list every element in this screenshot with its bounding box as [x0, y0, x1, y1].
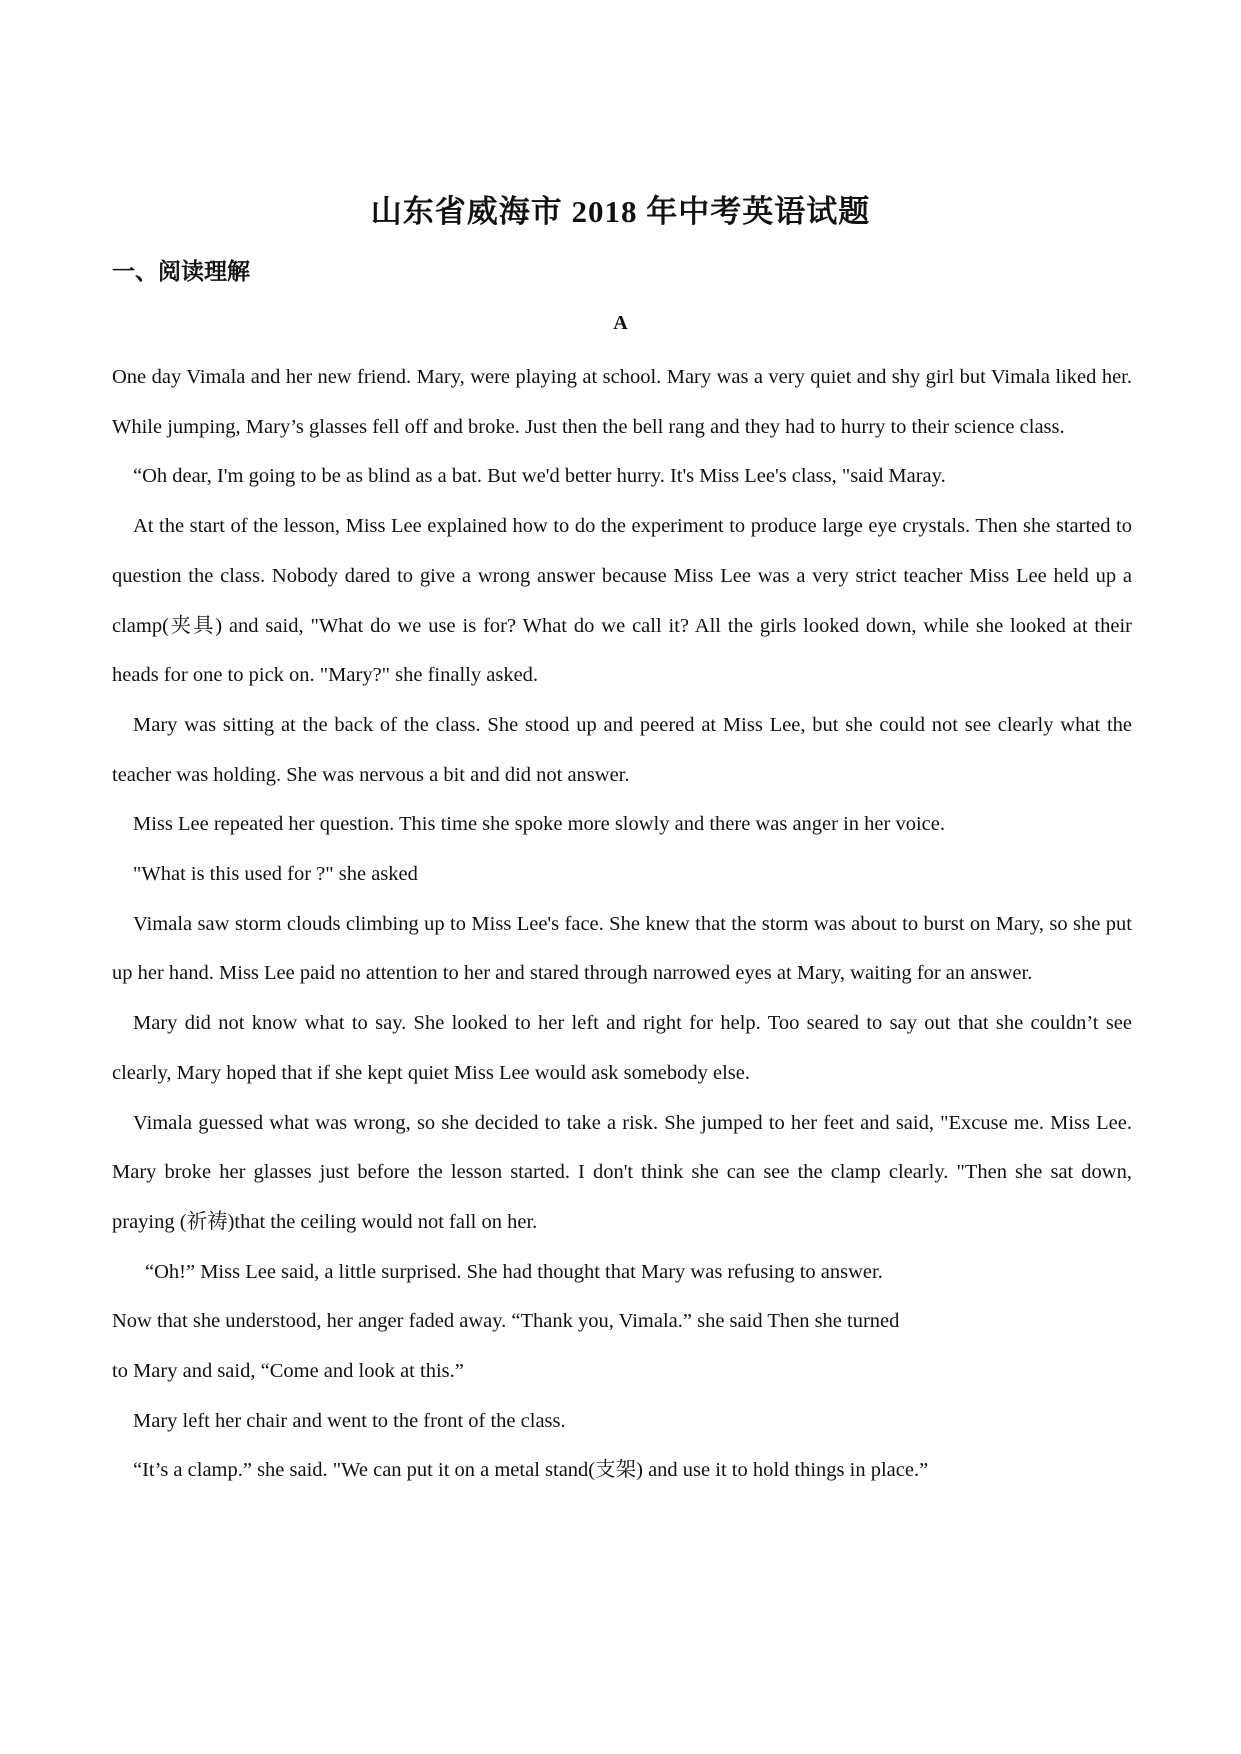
paragraph: Miss Lee repeated her question. This time she spoke more slowly and there was anger in her voice.	[133, 813, 945, 836]
paragraph: Vimala saw storm clouds climbing up to Miss Lee's face. She knew that the storm was about to burst on Mary, so she put up her hand. Miss Lee paid no attention to her and stared through narrowed eyes at Mary, waiting for an answer.	[112, 912, 1132, 985]
passage-body	[112, 353, 1132, 1496]
paragraph: At the start of the lesson, Miss Lee explained how to do the experiment to produce large eye crystals. Then she started to question the class. Nobody dared to give a wrong answer because Miss Lee was a very strict teacher Miss Lee held up a clamp(夹具) and said, "What do we use is for? What do we call it? All the girls looked down, while she looked at their heads for one to pick on. "Mary?" she finally asked.	[112, 515, 1132, 687]
paragraph: “It’s a clamp.” she said. "We can put it on a metal stand(支架) and use it to hold things in place.”	[133, 1459, 929, 1482]
paragraph: Now that she understood, her anger faded away. “Thank you, Vimala.” she said Then she turned	[112, 1310, 900, 1333]
section-heading: 一、阅读理解	[112, 259, 250, 284]
part-label: A	[613, 312, 628, 334]
paragraph: “Oh dear, I'm going to be as blind as a bat. But we'd better hurry. It's Miss Lee's class, "said Maray.	[133, 465, 946, 488]
paragraph: Mary left her chair and went to the front of the class.	[133, 1409, 566, 1432]
paragraph: Mary was sitting at the back of the class. She stood up and peered at Miss Lee, but she could not see clearly what the teacher was holding. She was nervous a bit and did not answer.	[112, 713, 1132, 786]
paragraph: Vimala guessed what was wrong, so she decided to take a risk. She jumped to her feet and said, "Excuse me. Miss Lee. Mary broke her glasses just before the lesson started. I don't think she can see the clamp clearly. "Then she sat down, praying (祈祷)that the ceiling would not fall on her.	[112, 1111, 1132, 1233]
document-title: 山东省威海市 2018 年中考英语试题	[370, 194, 871, 229]
paragraph: Mary did not know what to say. She looked to her left and right for help. Too seared to say out that she couldn’t see clearly, Mary hoped that if she kept quiet Miss Lee would ask somebody else.	[112, 1012, 1132, 1084]
paragraph: "What is this used for ?" she asked	[133, 863, 418, 886]
paragraph: “Oh!” Miss Lee said, a little surprised. She had thought that Mary was refusing to answer.	[145, 1260, 883, 1283]
paragraph: One day Vimala and her new friend. Mary, were playing at school. Mary was a very quiet and shy girl but Vimala liked her. While jumping, Mary’s glasses fell off and broke. Just then the bell rang and they had to hurry to their science class.	[112, 366, 1132, 438]
paragraph: to Mary and said, “Come and look at this.”	[112, 1360, 464, 1383]
